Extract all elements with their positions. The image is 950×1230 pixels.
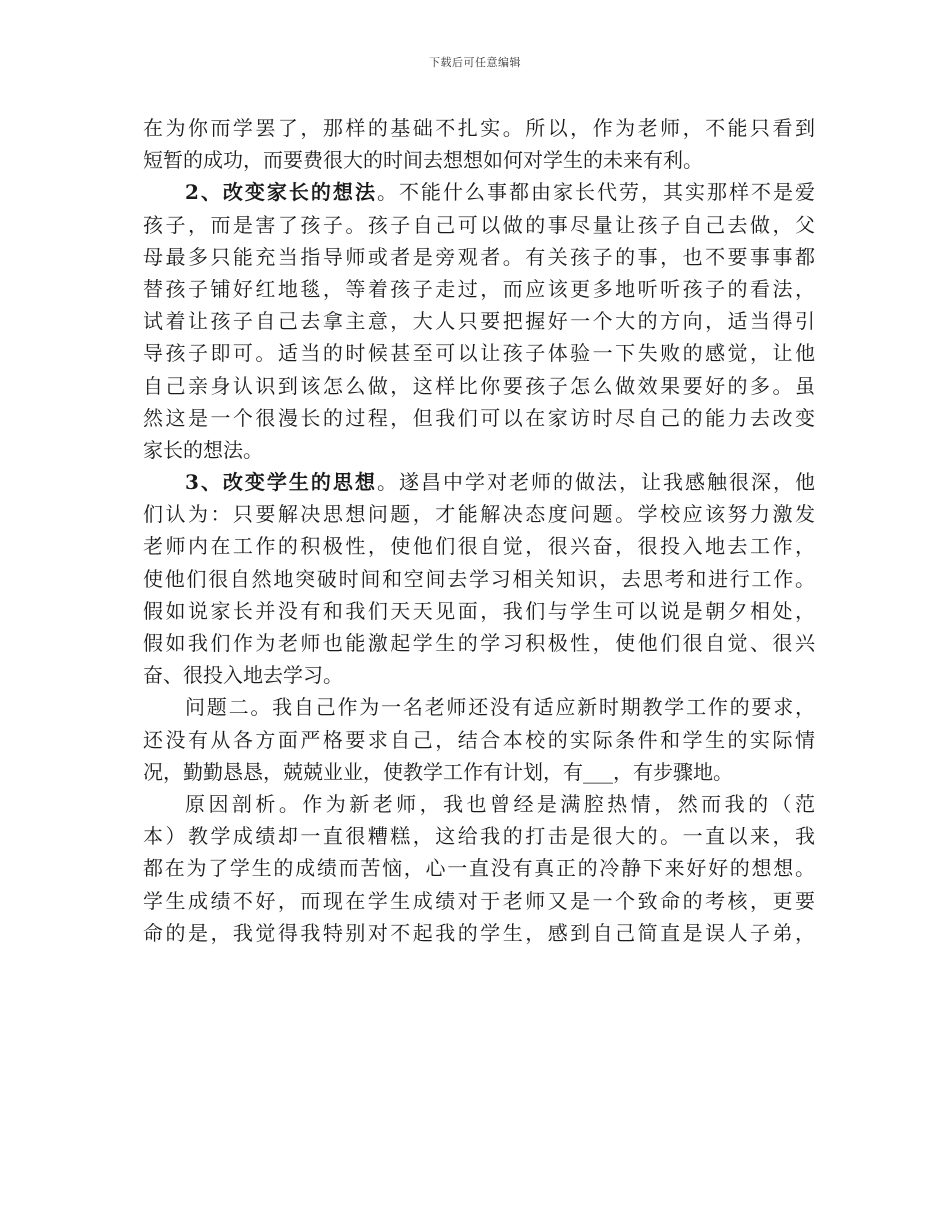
- section-heading: 3、改变学生的思想: [185, 470, 377, 495]
- text-line: [143, 176, 815, 208]
- text-line: 都在为了学生的成绩而苦恼，心一直没有真正的冷静下来好好的想想。: [143, 856, 815, 881]
- text-line: 原因剖析。作为新老师，我也曾经是满腔热情，然而我的（范: [185, 791, 815, 816]
- text-line: 还没有从各方面严格要求自己，结合本校的实际条件和学生的实际情: [143, 727, 815, 752]
- text-line: 老师内在工作的积极性，使他们很自觉，很兴奋，很投入地去工作，: [143, 534, 815, 559]
- text-span: 。遂昌中学对老师的做法，让我感触很深，他: [376, 470, 816, 495]
- paragraph: [143, 466, 815, 691]
- text-line: 假如说家长并没有和我们天天见面，我们与学生可以说是朝夕相处，: [143, 598, 815, 623]
- text-line: 本）教学成绩却一直很糟糕，这给我的打击是很大的。一直以来，我: [143, 824, 815, 849]
- paragraph: [143, 176, 815, 466]
- text-line: 况，勤勤恳恳，兢兢业业，使教学工作有计划，有___，有步骤地。: [143, 759, 733, 784]
- text-span: 。不能什么事都由家长代劳，其实那样不是爱: [376, 180, 816, 205]
- text-line: 奋、很投入地去学习。: [143, 663, 343, 688]
- text-line: 短暂的成功，而要费很大的时间去想想如何对学生的未来有利。: [143, 148, 703, 173]
- text-line: 然这是一个很漫长的过程，但我们可以在家访时尽自己的能力去改变: [143, 405, 815, 430]
- text-line: 们认为：只要解决思想问题，才能解决态度问题。学校应该努力激发: [143, 502, 815, 527]
- paragraph: [143, 691, 815, 788]
- text-line: 试着让孩子自己去拿主意，大人只要把握好一个大的方向，适当得引: [143, 309, 815, 334]
- page-header: 下载后可任意编辑: [429, 56, 521, 69]
- text-line: 假如我们作为老师也能激起学生的学习积极性，使他们很自觉、很兴: [143, 631, 815, 655]
- text-line: 家长的想法。: [143, 437, 263, 462]
- section-heading: 2、改变家长的想法: [185, 180, 377, 205]
- text-line: 学生成绩不好，而现在学生成绩对于老师又是一个致命的考核，更要: [143, 888, 815, 913]
- text-line: 问题二。我自己作为一名老师还没有适应新时期教学工作的要求，: [185, 695, 815, 720]
- paragraph: [143, 112, 815, 176]
- text-line: 导孩子即可。适当的时候甚至可以让孩子体验一下失败的感觉，让他: [143, 341, 815, 366]
- text-line: 在为你而学罢了，那样的基础不扎实。所以，作为老师，不能只看到: [143, 116, 815, 140]
- text-line: [143, 466, 815, 498]
- text-line: 孩子，而是害了孩子。孩子自己可以做的事尽量让孩子自己去做，父: [143, 212, 815, 237]
- text-line: 使他们很自然地突破时间和空间去学习相关知识，去思考和进行工作。: [143, 566, 815, 591]
- text-line: 替孩子铺好红地毯，等着孩子走过，而应该更多地听听孩子的看法，: [143, 276, 815, 301]
- text-line: 命的是，我觉得我特别对不起我的学生，感到自己简直是误人子弟，: [143, 920, 815, 945]
- paragraph: [143, 788, 815, 949]
- document-body: [143, 112, 815, 949]
- text-line: 自己亲身认识到该怎么做，这样比你要孩子怎么做效果要好的多。虽: [143, 373, 815, 398]
- text-line: 母最多只能充当指导师或者是旁观者。有关孩子的事，也不要事事都: [143, 244, 815, 269]
